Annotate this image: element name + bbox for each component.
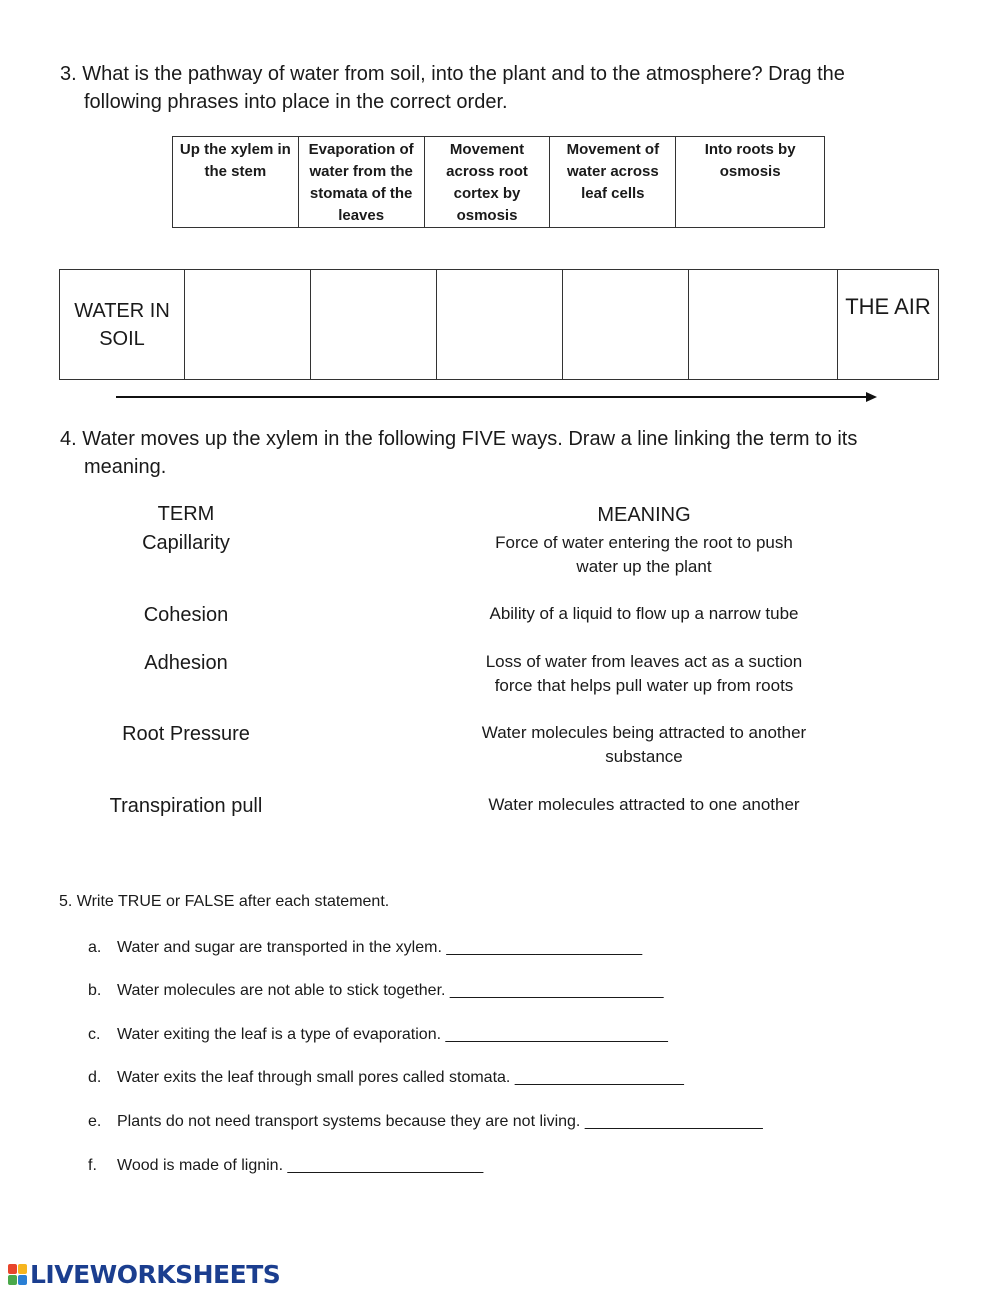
question-4-number: 4.	[60, 428, 77, 450]
drop-slot-3[interactable]	[437, 270, 563, 380]
statement-row[interactable]	[88, 1156, 483, 1176]
statement-row[interactable]	[88, 1068, 684, 1088]
direction-arrow-line	[116, 396, 868, 398]
draggable-phrase[interactable]: Movement across root cortex by osmosis	[424, 137, 550, 228]
statement-row[interactable]	[88, 981, 663, 1001]
term-item[interactable]: Transpiration pull	[109, 795, 263, 817]
statement-row[interactable]	[88, 1112, 763, 1132]
statement-letter: a.	[88, 939, 102, 956]
pathway-start-label: WATER IN SOIL	[60, 270, 185, 380]
draggable-phrase[interactable]: Evaporation of water from the stomata of the leaves	[298, 137, 424, 228]
pathway-table	[59, 269, 939, 380]
meaning-item[interactable]: Force of water entering the root to push water up the plant	[495, 533, 793, 576]
drop-slot-1[interactable]	[185, 270, 311, 380]
liveworksheets-badge-icon	[8, 1264, 28, 1286]
term-item[interactable]: Adhesion	[144, 652, 228, 674]
meaning-item[interactable]: Ability of a liquid to flow up a narrow tube	[489, 604, 799, 623]
statement-text: Water exiting the leaf is a type of evaporation. _________________________	[117, 1026, 668, 1043]
phrase-bank	[172, 136, 825, 228]
statement-text: Plants do not need transport systems because they are not living. ____________________	[117, 1113, 763, 1130]
pathway-end-label: THE AIR	[838, 270, 939, 380]
statement-text: Water molecules are not able to stick together. ________________________	[117, 982, 664, 999]
statement-letter: f.	[88, 1157, 97, 1174]
question-3-heading	[60, 60, 940, 116]
question-4-line1: Water moves up the xylem in the following FIVE ways. Draw a line linking the term to its	[82, 428, 858, 450]
question-4-line2: meaning.	[84, 456, 167, 478]
meaning-item[interactable]: Loss of water from leaves act as a suction force that helps pull water up from roots	[485, 652, 803, 695]
question-4-heading	[60, 425, 940, 481]
statement-text: Wood is made of lignin. ______________________	[117, 1157, 484, 1174]
statement-letter: b.	[88, 982, 102, 999]
statement-letter: d.	[88, 1069, 102, 1086]
logo-text: LIVEWORKSHEETS	[30, 1260, 281, 1289]
statement-letter: e.	[88, 1113, 102, 1130]
draggable-phrase[interactable]: Into roots by osmosis	[676, 137, 825, 228]
question-3-line1: What is the pathway of water from soil, into the plant and to the atmosphere? Drag the	[82, 63, 845, 85]
statement-row[interactable]	[88, 1025, 668, 1045]
drop-slot-5[interactable]	[689, 270, 838, 380]
liveworksheets-logo[interactable]	[8, 1260, 280, 1288]
statement-text: Water and sugar are transported in the xylem. ______________________	[117, 939, 643, 956]
statement-text: Water exits the leaf through small pores called stomata. ___________________	[117, 1069, 684, 1086]
arrow-right-icon	[866, 392, 877, 402]
meaning-item[interactable]: Water molecules being attracted to another substance	[481, 723, 807, 766]
meaning-header: MEANING	[597, 504, 691, 526]
term-header: TERM	[157, 503, 215, 525]
drop-slot-4[interactable]	[563, 270, 689, 380]
term-item[interactable]: Root Pressure	[122, 723, 250, 745]
drop-slot-2[interactable]	[311, 270, 437, 380]
statement-row[interactable]	[88, 938, 642, 958]
term-item[interactable]: Capillarity	[142, 532, 230, 554]
term-item[interactable]: Cohesion	[143, 604, 229, 626]
question-3-number: 3.	[60, 63, 77, 85]
question-3-line2: following phrases into place in the correct order.	[84, 91, 508, 113]
question-5-heading: 5. Write TRUE or FALSE after each statement.	[59, 893, 390, 910]
meaning-item[interactable]: Water molecules attracted to one another	[488, 795, 800, 814]
statement-letter: c.	[88, 1026, 101, 1043]
draggable-phrase[interactable]: Up the xylem in the stem	[173, 137, 299, 228]
draggable-phrase[interactable]: Movement of water across leaf cells	[550, 137, 676, 228]
